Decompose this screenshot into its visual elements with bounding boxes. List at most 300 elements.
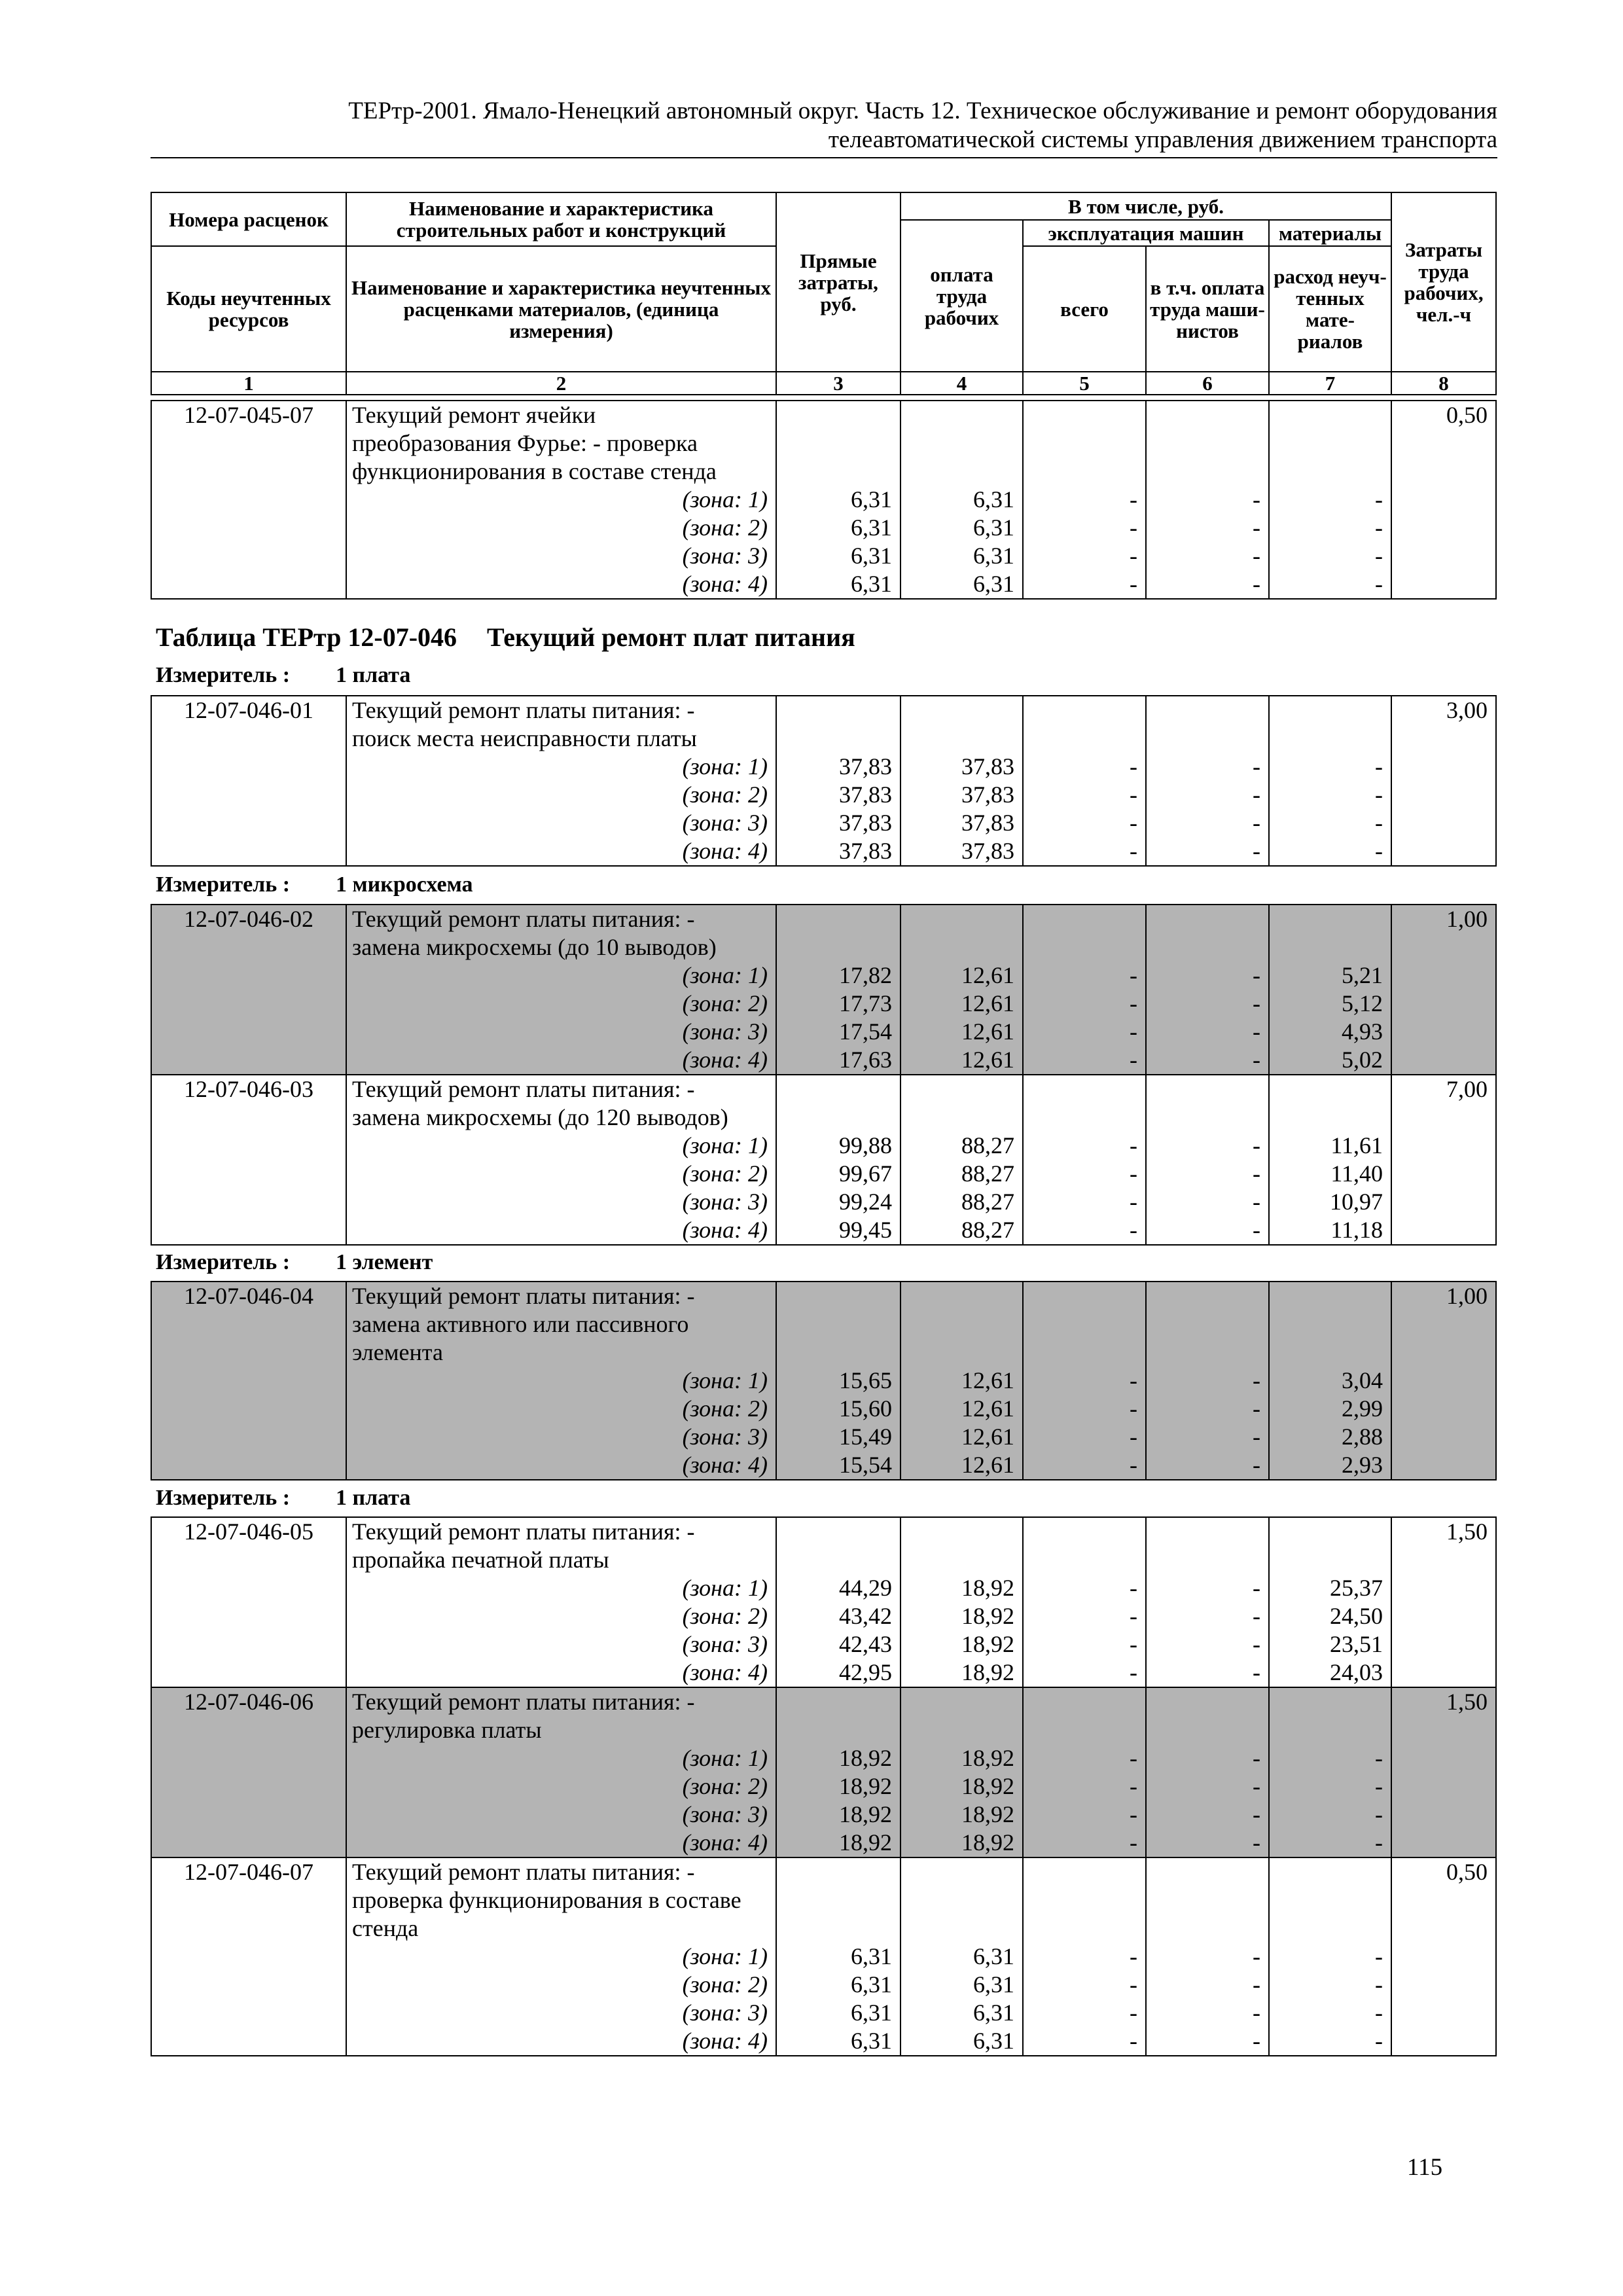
zone-label: (зона: 1) xyxy=(346,1367,776,1395)
labor-costs xyxy=(1391,809,1496,837)
worker-pay: 18,92 xyxy=(901,1744,1023,1772)
worker-pay: 18,92 xyxy=(901,1829,1023,1857)
labor-costs xyxy=(1391,725,1496,753)
machinist-pay: - xyxy=(1146,514,1269,542)
machines-total: - xyxy=(1023,1188,1146,1216)
rate-code xyxy=(151,1216,346,1245)
work-description: пропайка печатной платы xyxy=(346,1546,776,1574)
rate-code xyxy=(151,753,346,781)
zone-label: (зона: 4) xyxy=(346,1046,776,1075)
direct-costs: 6,31 xyxy=(776,570,901,599)
zone-label: (зона: 2) xyxy=(346,1160,776,1188)
header-name-top: Наименование и характеристика строительных работ и конструкций xyxy=(346,192,776,246)
rate-code xyxy=(151,1367,346,1395)
value-cell xyxy=(776,1687,901,1716)
value-cell xyxy=(1146,1857,1269,1886)
meter-line xyxy=(156,1250,433,1275)
zone-label: (зона: 3) xyxy=(346,542,776,570)
value-cell xyxy=(901,933,1023,961)
table-header xyxy=(151,192,1497,395)
machines-total: - xyxy=(1023,1943,1146,1971)
worker-pay: 12,61 xyxy=(901,1395,1023,1423)
meter-label: Измеритель : xyxy=(156,1486,291,1510)
labor-costs xyxy=(1391,1546,1496,1574)
zone-label: (зона: 1) xyxy=(346,1943,776,1971)
table-row xyxy=(151,1857,1496,1886)
worker-pay: 12,61 xyxy=(901,1046,1023,1075)
value-cell xyxy=(1023,1517,1146,1546)
rate-code xyxy=(151,1451,346,1480)
table-row xyxy=(151,1829,1496,1857)
labor-costs: 1,50 xyxy=(1391,1687,1496,1716)
value-cell xyxy=(776,457,901,486)
value-cell xyxy=(1146,905,1269,933)
value-cell xyxy=(776,1716,901,1744)
rate-code xyxy=(151,1546,346,1574)
machinist-pay: - xyxy=(1146,809,1269,837)
machinist-pay: - xyxy=(1146,753,1269,781)
value-cell xyxy=(1269,933,1391,961)
rate-code xyxy=(151,1574,346,1602)
table-title-name: Текущий ремонт плат питания xyxy=(487,622,855,652)
direct-costs: 6,31 xyxy=(776,1943,901,1971)
value-cell xyxy=(1269,1886,1391,1914)
worker-pay: 6,31 xyxy=(901,570,1023,599)
header-rule xyxy=(151,157,1497,158)
zone-label: (зона: 2) xyxy=(346,1395,776,1423)
labor-costs xyxy=(1391,1132,1496,1160)
material-use: - xyxy=(1269,1772,1391,1801)
value-cell xyxy=(776,1886,901,1914)
machinist-pay: - xyxy=(1146,1659,1269,1687)
rate-code: 12-07-046-07 xyxy=(151,1857,346,1886)
table-row xyxy=(151,542,1496,570)
rate-code xyxy=(151,1886,346,1914)
labor-costs: 1,00 xyxy=(1391,1282,1496,1310)
material-use: - xyxy=(1269,1829,1391,1857)
labor-costs xyxy=(1391,990,1496,1018)
value-cell xyxy=(1269,1103,1391,1132)
direct-costs: 6,31 xyxy=(776,2027,901,2056)
header-direct-costs: Прямые затраты, руб. xyxy=(776,192,901,372)
zone-label: (зона: 3) xyxy=(346,1018,776,1046)
header-materials: материалы xyxy=(1269,220,1391,246)
machines-total: - xyxy=(1023,1744,1146,1772)
header-line-1: ТЕРтр-2001. Ямало-Ненецкий автономный округ. Часть 12. Техническое обслуживание и ремонт оборудования xyxy=(348,98,1497,124)
machines-total: - xyxy=(1023,753,1146,781)
direct-costs: 18,92 xyxy=(776,1829,901,1857)
rate-code xyxy=(151,1188,346,1216)
value-cell xyxy=(1269,1282,1391,1310)
work-description: Текущий ремонт платы питания: - xyxy=(346,1282,776,1310)
material-use: 3,04 xyxy=(1269,1367,1391,1395)
value-cell xyxy=(1023,1338,1146,1367)
value-cell xyxy=(901,725,1023,753)
table-row xyxy=(151,1971,1496,1999)
table-row xyxy=(151,1886,1496,1914)
meter-label: Измеритель : xyxy=(156,663,291,687)
header-codes-bottom: Коды неучтенных ресурсов xyxy=(151,246,346,372)
work-description: Текущий ремонт платы питания: - xyxy=(346,1687,776,1716)
value-cell xyxy=(1146,1546,1269,1574)
rate-code: 12-07-046-02 xyxy=(151,905,346,933)
material-use: - xyxy=(1269,781,1391,809)
direct-costs: 17,54 xyxy=(776,1018,901,1046)
labor-costs xyxy=(1391,1772,1496,1801)
machinist-pay: - xyxy=(1146,1829,1269,1857)
zone-label: (зона: 2) xyxy=(346,1971,776,1999)
table-row xyxy=(151,486,1496,514)
worker-pay: 12,61 xyxy=(901,990,1023,1018)
worker-pay: 37,83 xyxy=(901,837,1023,866)
value-cell xyxy=(901,1075,1023,1103)
table-row xyxy=(151,1188,1496,1216)
machinist-pay: - xyxy=(1146,570,1269,599)
header-including: В том числе, руб. xyxy=(901,192,1391,220)
machines-total: - xyxy=(1023,1423,1146,1451)
machines-total: - xyxy=(1023,1574,1146,1602)
value-cell xyxy=(1146,1075,1269,1103)
rate-code xyxy=(151,961,346,990)
value-cell xyxy=(901,1103,1023,1132)
work-description: стенда xyxy=(346,1914,776,1943)
value-cell xyxy=(1023,457,1146,486)
value-cell xyxy=(776,725,901,753)
value-cell xyxy=(1023,1914,1146,1943)
worker-pay: 37,83 xyxy=(901,781,1023,809)
table-row xyxy=(151,961,1496,990)
value-cell xyxy=(1269,1857,1391,1886)
table-row xyxy=(151,1999,1496,2027)
meter-unit: 1 элемент xyxy=(336,1250,433,1274)
value-cell xyxy=(1269,696,1391,725)
worker-pay: 88,27 xyxy=(901,1160,1023,1188)
value-cell xyxy=(1269,401,1391,429)
table-row xyxy=(151,1659,1496,1687)
labor-costs xyxy=(1391,753,1496,781)
labor-costs xyxy=(1391,1801,1496,1829)
work-description: Текущий ремонт ячейки xyxy=(346,401,776,429)
value-cell xyxy=(1269,1338,1391,1367)
rate-code xyxy=(151,933,346,961)
material-use: - xyxy=(1269,809,1391,837)
labor-costs xyxy=(1391,1886,1496,1914)
rate-code: 12-07-046-04 xyxy=(151,1282,346,1310)
work-description: Текущий ремонт платы питания: - xyxy=(346,696,776,725)
machinist-pay: - xyxy=(1146,961,1269,990)
work-description: функционирования в составе стенда xyxy=(346,457,776,486)
direct-costs: 15,65 xyxy=(776,1367,901,1395)
machines-total: - xyxy=(1023,781,1146,809)
meter-unit: 1 плата xyxy=(336,663,411,687)
direct-costs: 37,83 xyxy=(776,781,901,809)
value-cell xyxy=(901,1914,1023,1943)
value-cell xyxy=(1146,1282,1269,1310)
direct-costs: 18,92 xyxy=(776,1801,901,1829)
table-row xyxy=(151,1075,1496,1103)
rates-table-part-4 xyxy=(151,1281,1497,1480)
material-use: - xyxy=(1269,1971,1391,1999)
value-cell xyxy=(1269,905,1391,933)
material-use: 2,99 xyxy=(1269,1395,1391,1423)
machines-total: - xyxy=(1023,837,1146,866)
labor-costs: 1,00 xyxy=(1391,905,1496,933)
value-cell xyxy=(1146,1716,1269,1744)
machinist-pay: - xyxy=(1146,1018,1269,1046)
value-cell xyxy=(1146,401,1269,429)
rate-code xyxy=(151,1310,346,1338)
rate-code xyxy=(151,2027,346,2056)
table-row xyxy=(151,1160,1496,1188)
rate-code xyxy=(151,1395,346,1423)
value-cell xyxy=(901,905,1023,933)
material-use: 2,93 xyxy=(1269,1451,1391,1480)
zone-label: (зона: 4) xyxy=(346,1659,776,1687)
direct-costs: 99,67 xyxy=(776,1160,901,1188)
labor-costs xyxy=(1391,1716,1496,1744)
table-row xyxy=(151,1046,1496,1075)
table-row xyxy=(151,696,1496,725)
worker-pay: 6,31 xyxy=(901,514,1023,542)
material-use: 10,97 xyxy=(1269,1188,1391,1216)
machinist-pay: - xyxy=(1146,2027,1269,2056)
table-row xyxy=(151,1103,1496,1132)
direct-costs: 37,83 xyxy=(776,837,901,866)
rate-code xyxy=(151,514,346,542)
labor-costs xyxy=(1391,1574,1496,1602)
table-row xyxy=(151,1602,1496,1630)
table-row xyxy=(151,809,1496,837)
material-use: 25,37 xyxy=(1269,1574,1391,1602)
machines-total: - xyxy=(1023,809,1146,837)
zone-label: (зона: 2) xyxy=(346,990,776,1018)
material-use: 4,93 xyxy=(1269,1018,1391,1046)
value-cell xyxy=(901,1886,1023,1914)
labor-costs xyxy=(1391,429,1496,457)
rates-table-part-2 xyxy=(151,695,1497,867)
work-description: элемента xyxy=(346,1338,776,1367)
rate-code xyxy=(151,1659,346,1687)
work-description: замена активного или пассивного xyxy=(346,1310,776,1338)
labor-costs xyxy=(1391,1046,1496,1075)
table-row xyxy=(151,1716,1496,1744)
header-machines-total: всего xyxy=(1023,246,1146,372)
direct-costs: 42,43 xyxy=(776,1630,901,1659)
table-row xyxy=(151,1630,1496,1659)
material-use: - xyxy=(1269,1744,1391,1772)
machines-total: - xyxy=(1023,542,1146,570)
rate-code xyxy=(151,1801,346,1829)
worker-pay: 6,31 xyxy=(901,486,1023,514)
value-cell xyxy=(1023,1546,1146,1574)
rate-code xyxy=(151,570,346,599)
value-cell xyxy=(1146,1914,1269,1943)
direct-costs: 15,49 xyxy=(776,1423,901,1451)
value-cell xyxy=(1023,905,1146,933)
rate-code xyxy=(151,1018,346,1046)
machinist-pay: - xyxy=(1146,1216,1269,1245)
worker-pay: 88,27 xyxy=(901,1188,1023,1216)
material-use: 2,88 xyxy=(1269,1423,1391,1451)
labor-costs xyxy=(1391,781,1496,809)
value-cell xyxy=(1146,1338,1269,1367)
zone-label: (зона: 3) xyxy=(346,1999,776,2027)
labor-costs: 1,50 xyxy=(1391,1517,1496,1546)
table-row xyxy=(151,1517,1496,1546)
value-cell xyxy=(901,1716,1023,1744)
rate-code xyxy=(151,1829,346,1857)
machines-total: - xyxy=(1023,1602,1146,1630)
labor-costs xyxy=(1391,1338,1496,1367)
machinist-pay: - xyxy=(1146,1943,1269,1971)
labor-costs xyxy=(1391,1367,1496,1395)
machinist-pay: - xyxy=(1146,781,1269,809)
value-cell xyxy=(901,1687,1023,1716)
material-use: 5,02 xyxy=(1269,1046,1391,1075)
zone-label: (зона: 2) xyxy=(346,781,776,809)
table-row xyxy=(151,2027,1496,2056)
worker-pay: 6,31 xyxy=(901,2027,1023,2056)
machines-total: - xyxy=(1023,1999,1146,2027)
work-description: регулировка платы xyxy=(346,1716,776,1744)
direct-costs: 99,45 xyxy=(776,1216,901,1245)
value-cell xyxy=(776,429,901,457)
value-cell xyxy=(1269,725,1391,753)
table-row xyxy=(151,1687,1496,1716)
rate-code xyxy=(151,542,346,570)
labor-costs xyxy=(1391,514,1496,542)
direct-costs: 18,92 xyxy=(776,1772,901,1801)
labor-costs xyxy=(1391,1630,1496,1659)
table-row xyxy=(151,933,1496,961)
header-worker-pay: оплата труда рабочих xyxy=(901,220,1023,372)
table-row xyxy=(151,990,1496,1018)
machines-total: - xyxy=(1023,1829,1146,1857)
meter-label: Измеритель : xyxy=(156,1250,291,1274)
value-cell xyxy=(901,401,1023,429)
zone-label: (зона: 3) xyxy=(346,809,776,837)
machines-total: - xyxy=(1023,1216,1146,1245)
material-use: 5,21 xyxy=(1269,961,1391,990)
labor-costs xyxy=(1391,457,1496,486)
column-number: 8 xyxy=(1391,372,1496,395)
table-row xyxy=(151,1451,1496,1480)
value-cell xyxy=(901,1338,1023,1367)
value-cell xyxy=(1023,933,1146,961)
material-use: - xyxy=(1269,1801,1391,1829)
direct-costs: 42,95 xyxy=(776,1659,901,1687)
value-cell xyxy=(1023,696,1146,725)
material-use: - xyxy=(1269,486,1391,514)
material-use: - xyxy=(1269,1999,1391,2027)
worker-pay: 6,31 xyxy=(901,1943,1023,1971)
table-row xyxy=(151,1338,1496,1367)
direct-costs: 15,54 xyxy=(776,1451,901,1480)
value-cell xyxy=(1023,1310,1146,1338)
rate-code xyxy=(151,1602,346,1630)
table-row xyxy=(151,1282,1496,1310)
column-number: 7 xyxy=(1269,372,1391,395)
value-cell xyxy=(1146,1687,1269,1716)
material-use: 24,50 xyxy=(1269,1602,1391,1630)
worker-pay: 88,27 xyxy=(901,1216,1023,1245)
direct-costs: 6,31 xyxy=(776,514,901,542)
direct-costs: 6,31 xyxy=(776,542,901,570)
page-number: 115 xyxy=(1407,2154,1443,2181)
table-row xyxy=(151,1801,1496,1829)
zone-label: (зона: 3) xyxy=(346,1188,776,1216)
machinist-pay: - xyxy=(1146,1188,1269,1216)
table-row xyxy=(151,1216,1496,1245)
labor-costs xyxy=(1391,1602,1496,1630)
value-cell xyxy=(1023,1687,1146,1716)
worker-pay: 18,92 xyxy=(901,1630,1023,1659)
zone-label: (зона: 1) xyxy=(346,1744,776,1772)
value-cell xyxy=(1269,1687,1391,1716)
work-description: Текущий ремонт платы питания: - xyxy=(346,905,776,933)
machines-total: - xyxy=(1023,1132,1146,1160)
work-description: замена микросхемы (до 10 выводов) xyxy=(346,933,776,961)
rate-code xyxy=(151,1423,346,1451)
worker-pay: 12,61 xyxy=(901,961,1023,990)
labor-costs xyxy=(1391,1160,1496,1188)
machinist-pay: - xyxy=(1146,837,1269,866)
worker-pay: 18,92 xyxy=(901,1772,1023,1801)
material-use: 5,12 xyxy=(1269,990,1391,1018)
value-cell xyxy=(901,1282,1023,1310)
machinist-pay: - xyxy=(1146,1423,1269,1451)
column-number: 3 xyxy=(776,372,901,395)
machinist-pay: - xyxy=(1146,1971,1269,1999)
zone-label: (зона: 4) xyxy=(346,2027,776,2056)
direct-costs: 6,31 xyxy=(776,1971,901,1999)
machinist-pay: - xyxy=(1146,1132,1269,1160)
rate-code: 12-07-046-06 xyxy=(151,1687,346,1716)
meter-line xyxy=(156,663,411,688)
table-row xyxy=(151,725,1496,753)
labor-costs xyxy=(1391,486,1496,514)
value-cell xyxy=(901,1857,1023,1886)
rate-code xyxy=(151,486,346,514)
column-number: 5 xyxy=(1023,372,1146,395)
material-use: - xyxy=(1269,753,1391,781)
table-row xyxy=(151,429,1496,457)
rates-table-part-3 xyxy=(151,904,1497,1246)
direct-costs: 37,83 xyxy=(776,753,901,781)
value-cell xyxy=(776,1338,901,1367)
value-cell xyxy=(1269,429,1391,457)
value-cell xyxy=(901,1546,1023,1574)
rate-code xyxy=(151,1132,346,1160)
table-title xyxy=(156,622,855,653)
worker-pay: 88,27 xyxy=(901,1132,1023,1160)
work-description: поиск места неисправности платы xyxy=(346,725,776,753)
material-use: 23,51 xyxy=(1269,1630,1391,1659)
labor-costs xyxy=(1391,1395,1496,1423)
labor-costs xyxy=(1391,1103,1496,1132)
page-header xyxy=(151,97,1497,154)
labor-costs xyxy=(1391,2027,1496,2056)
machinist-pay: - xyxy=(1146,1602,1269,1630)
value-cell xyxy=(776,933,901,961)
value-cell xyxy=(776,1546,901,1574)
value-cell xyxy=(776,1075,901,1103)
machines-total: - xyxy=(1023,1659,1146,1687)
zone-label: (зона: 1) xyxy=(346,486,776,514)
rate-code xyxy=(151,1046,346,1075)
value-cell xyxy=(776,1857,901,1886)
zone-label: (зона: 4) xyxy=(346,1216,776,1245)
